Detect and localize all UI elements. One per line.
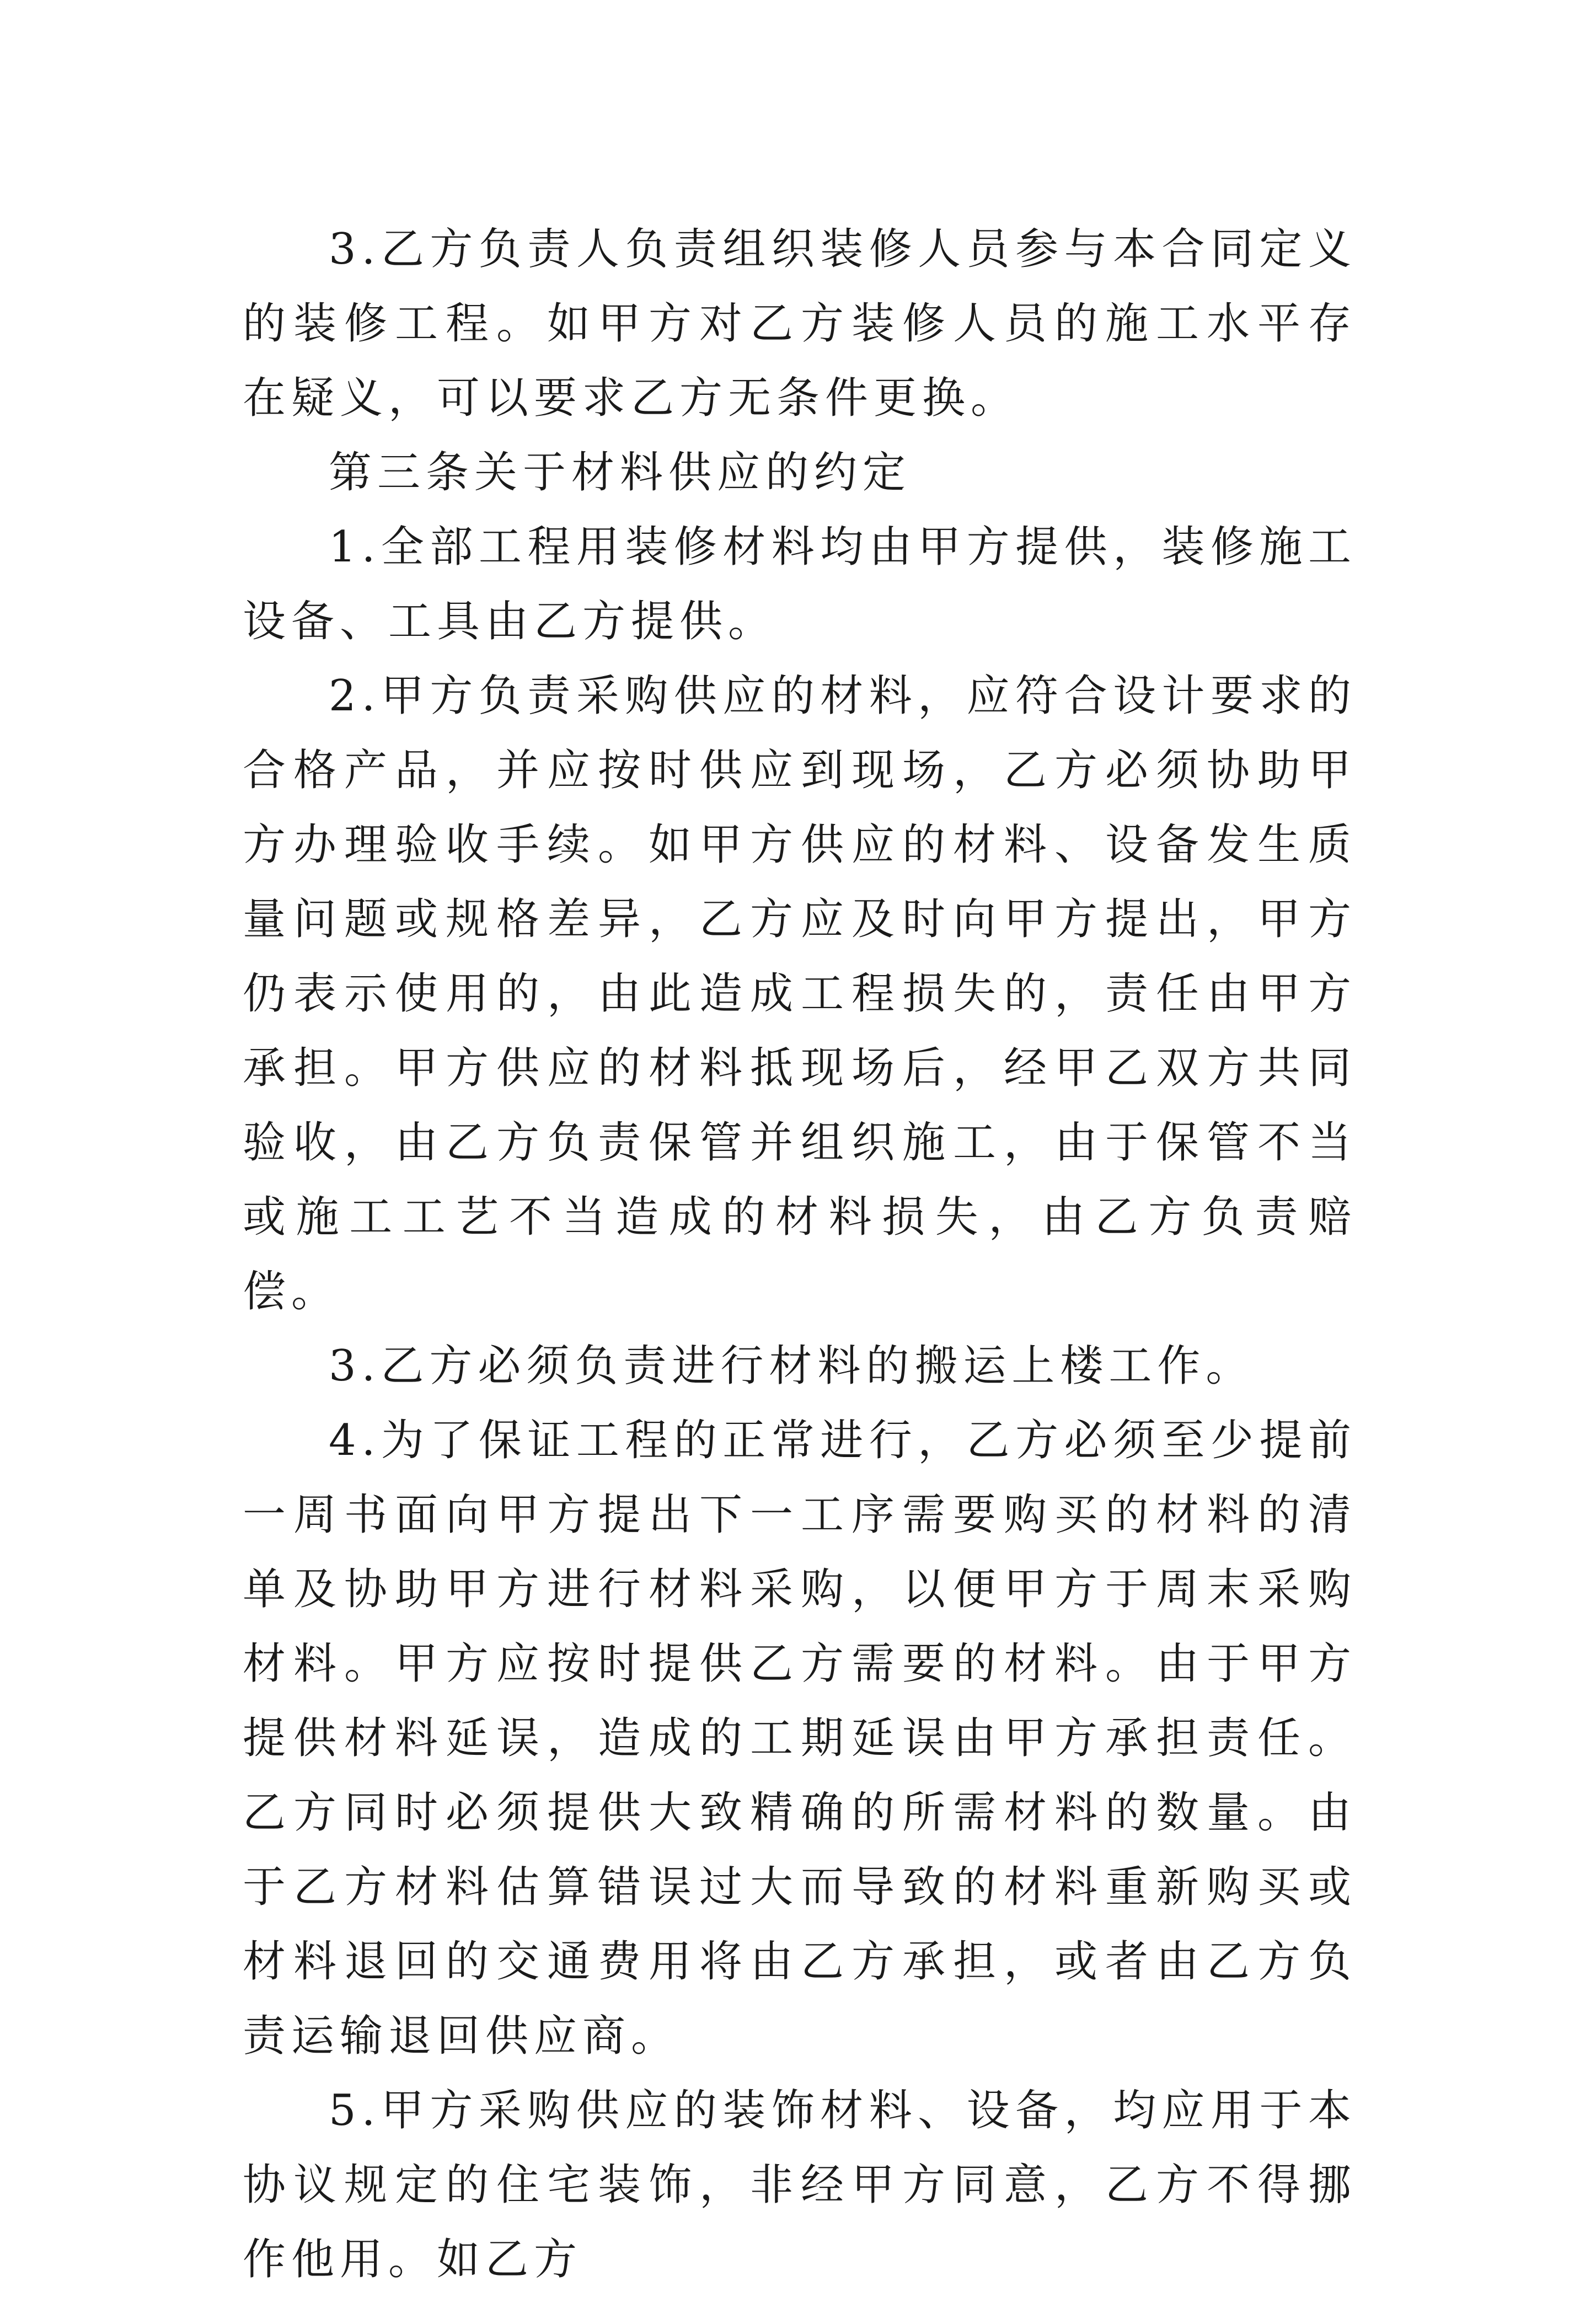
paragraph-item-2: 2.甲方负责采购供应的材料，应符合设计要求的合格产品，并应按时供应到现场，乙方必须协助甲方办理验收手续。如甲方供应的材料、设备发生质量问题或规格差异，乙方应及时向甲方提出，甲方仍表示使用的，由此造成工程损失的，责任由甲方承担。甲方供应的材料抵现场后，经甲乙双方共同验收，由乙方负责保管并组织施工，由于保管不当或施工工艺不当造成的材料损失，由乙方负责赔偿。 xyxy=(243,671,1357,1316)
paragraph-item-1: 1.全部工程用装修材料均由甲方提供，装修施工设备、工具由乙方提供。 xyxy=(243,522,1357,646)
paragraph-item-5: 5.甲方采购供应的装饰材料、设备，均应用于本协议规定的住宅装饰，非经甲方同意，乙方不得挪作他用。如乙方 xyxy=(243,2086,1357,2284)
paragraph-item-3: 3.乙方必须负责进行材料的搬运上楼工作。 xyxy=(329,1341,1255,1391)
paragraph-clause-3-workers: 3.乙方负责人负责组织装修人员参与本合同定义的装修工程。如甲方对乙方装修人员的施工水平存在疑义，可以要求乙方无条件更换。 xyxy=(243,224,1357,423)
paragraph-item-4: 4.为了保证工程的正常进行，乙方必须至少提前一周书面向甲方提出下一工序需要购买的材料的清单及协助甲方进行材料采购，以便甲方于周末采购材料。甲方应按时提供乙方需要的材料。由于甲方提供材料延误，造成的工期延误由甲方承担责任。乙方同时必须提供大致精确的所需材料的数量。由于乙方材料估算错误过大而导致的材料重新购买或材料退回的交通费用将由乙方承担，或者由乙方负责运输退回供应商。 xyxy=(243,1416,1357,2061)
document-body xyxy=(243,212,1357,2297)
section-heading-material-supply: 第三条关于材料供应的约定 xyxy=(329,448,912,497)
